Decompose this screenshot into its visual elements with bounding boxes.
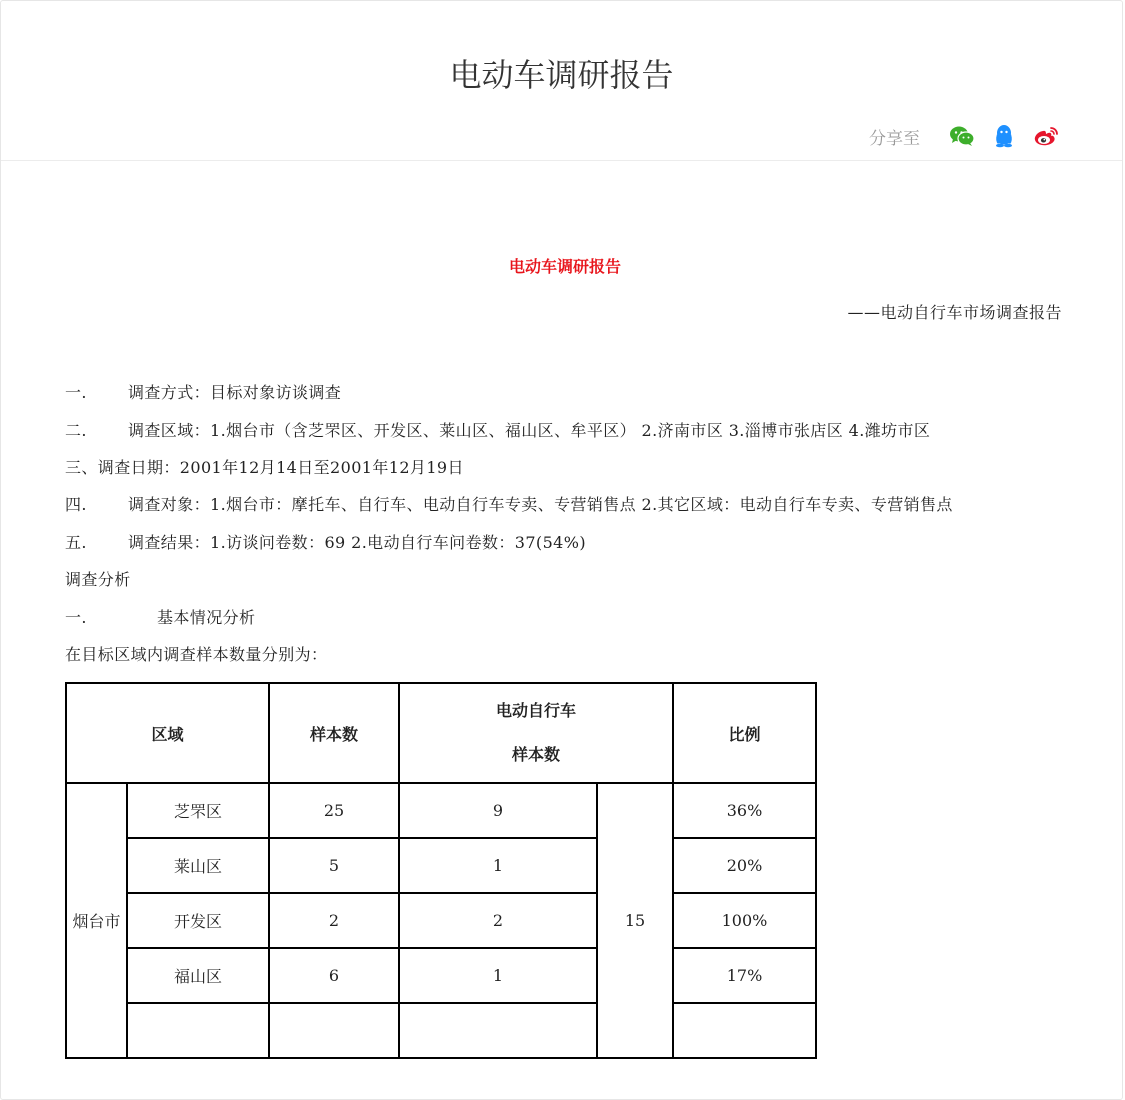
- district-cell: 莱山区: [127, 838, 269, 893]
- ratio-cell: [673, 1003, 816, 1058]
- table-header-row: [66, 683, 816, 783]
- analysis-heading: 调查分析: [65, 570, 131, 589]
- ebike-cell: 9: [399, 783, 597, 838]
- section-survey-date: [65, 457, 464, 479]
- sample-intro: 在目标区域内调查样本数量分别为：: [65, 645, 328, 664]
- samples-cell: 6: [269, 948, 399, 1003]
- page-title: 电动车调研报告: [449, 56, 674, 94]
- table-row: [66, 783, 816, 838]
- ratio-cell: 36%: [673, 783, 816, 838]
- section-number: 一.: [65, 608, 87, 627]
- ebike-cell: 1: [399, 838, 597, 893]
- section-text: 调查方式：目标对象访谈调查: [128, 383, 342, 402]
- samples-cell: 2: [269, 893, 399, 948]
- section-survey-target: [65, 494, 953, 516]
- section-survey-area: [65, 420, 930, 442]
- ebike-cell: 1: [399, 948, 597, 1003]
- header-ebike-samples: [399, 683, 673, 783]
- city-cell: 烟台市: [66, 783, 127, 1058]
- header-region: 区域: [66, 683, 269, 783]
- section-number: 一.: [65, 383, 87, 402]
- header-ebike-line1: 电动自行车: [495, 701, 576, 720]
- table-row: [66, 838, 816, 893]
- district-cell: [127, 1003, 269, 1058]
- document-title: 电动车调研报告: [508, 257, 621, 276]
- section-survey-result: [65, 532, 586, 554]
- share-label: 分享至: [869, 128, 920, 149]
- district-cell: 开发区: [127, 893, 269, 948]
- ratio-cell: 100%: [673, 893, 816, 948]
- section-text: 基本情况分析: [157, 608, 256, 627]
- weibo-icon[interactable]: [1032, 122, 1060, 150]
- district-cell: 福山区: [127, 948, 269, 1003]
- ebike-cell: 2: [399, 893, 597, 948]
- basic-analysis-heading: [65, 607, 255, 629]
- document-subtitle: ——电动自行车市场调查报告: [847, 303, 1062, 322]
- wechat-icon[interactable]: [948, 122, 976, 150]
- ratio-cell: 17%: [673, 948, 816, 1003]
- section-text: 调查对象：1.烟台市：摩托车、自行车、电动自行车专卖、专营销售点 2.其它区域：电动自行车专卖、专营销售点: [128, 495, 953, 514]
- table-row: [66, 1003, 816, 1058]
- table-row: [66, 893, 816, 948]
- sample-table: [65, 682, 817, 1059]
- section-text: 三、调查日期：2001年12月14日至2001年12月19日: [65, 458, 464, 477]
- table-row: [66, 948, 816, 1003]
- section-survey-method: [65, 382, 341, 404]
- section-number: 四.: [65, 495, 87, 514]
- ebike-cell: [399, 1003, 597, 1058]
- header-samples: 样本数: [269, 683, 399, 783]
- city-ebike-total-cell: 15: [597, 783, 673, 1058]
- section-text: 调查结果：1.访谈问卷数：69 2.电动自行车问卷数：37(54%): [128, 533, 586, 552]
- district-cell: 芝罘区: [127, 783, 269, 838]
- share-bar: [869, 121, 1060, 151]
- page-header: [1, 1, 1122, 161]
- section-number: 五.: [65, 533, 87, 552]
- ratio-cell: 20%: [673, 838, 816, 893]
- section-number: 二.: [65, 421, 87, 440]
- section-text: 调查区域：1.烟台市（含芝罘区、开发区、莱山区、福山区、牟平区） 2.济南市区 3.淄博市张店区 4.潍坊市区: [128, 421, 931, 440]
- header-ebike-line2: 样本数: [511, 745, 560, 764]
- samples-cell: 25: [269, 783, 399, 838]
- samples-cell: [269, 1003, 399, 1058]
- samples-cell: 5: [269, 838, 399, 893]
- header-ratio: 比例: [673, 683, 816, 783]
- qq-icon[interactable]: [990, 122, 1018, 150]
